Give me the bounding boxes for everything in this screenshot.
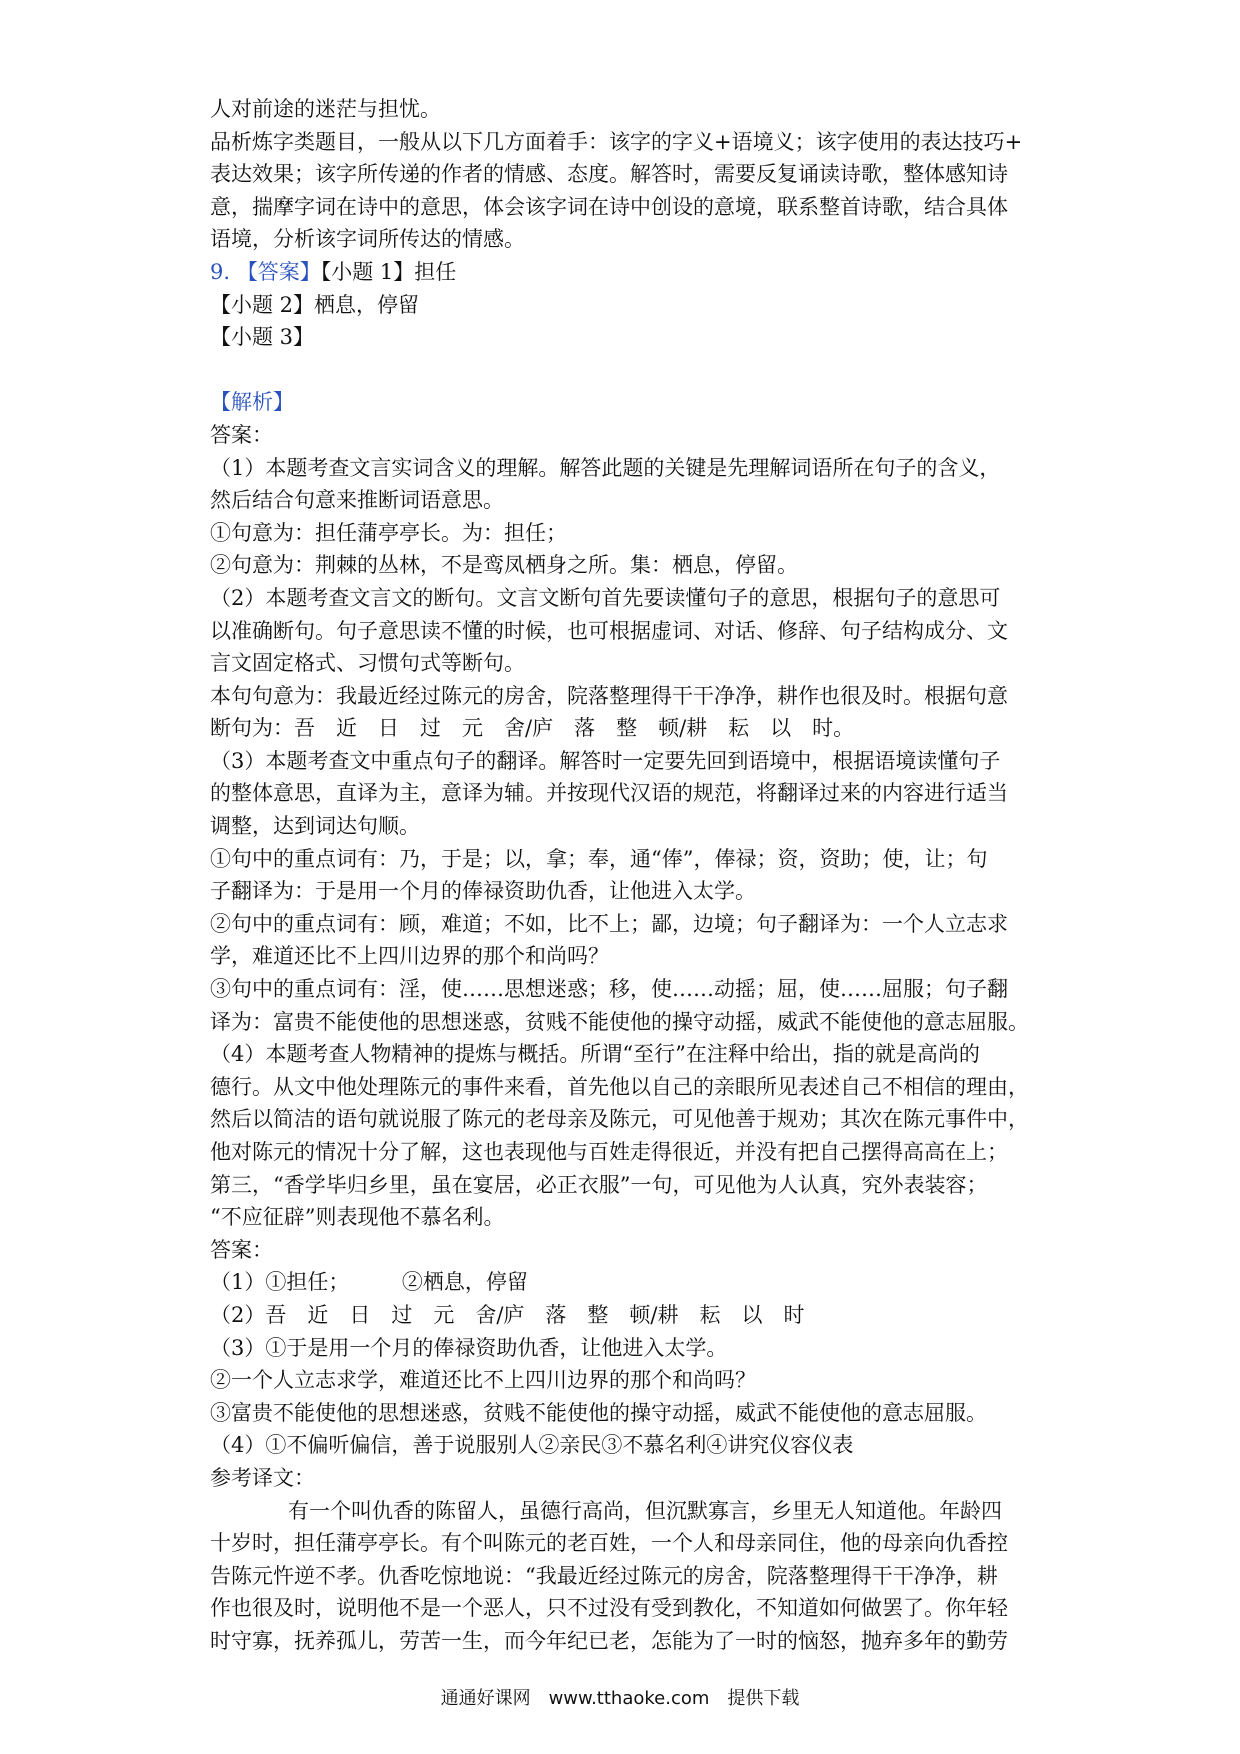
- text-line: 言文固定格式、习惯句式等断句。: [210, 651, 525, 676]
- text-line: （3）本题考查文中重点句子的翻译。解答时一定要先回到语境中，根据语境读懂句子: [210, 748, 1001, 773]
- text-line: ③富贵不能使他的思想迷惑，贫贱不能使他的操守动摇，威武不能使他的意志屈服。: [210, 1400, 987, 1425]
- text-line: 他对陈元的情况十分了解，这也表现他与百姓走得很近，并没有把自己摆得高高在上；: [210, 1140, 1008, 1164]
- translation-line: 作也很及时，说明他不是一个恶人，只不过没有受到教化，不知道如何做罢了。你年轻: [210, 1596, 1008, 1621]
- text-line: ②句意为：荆棘的丛林，不是鸾凤栖身之所。集：栖息，停留。: [210, 553, 798, 578]
- question-number: 9.: [210, 259, 237, 284]
- text-line: 译为：富贵不能使他的思想迷惑，贫贱不能使他的操守动摇，威武不能使他的意志屈服。: [210, 1009, 1029, 1034]
- text-line: 语境，分析该字词所传达的情感。: [210, 227, 525, 252]
- text-line: ①句中的重点词有：乃，于是；以，拿；奉，通“俸”，俸禄；资，资助；使，让；句: [210, 846, 988, 871]
- text-line: 子翻译为：于是用一个月的俸禄资助仇香，让他进入太学。: [210, 879, 756, 904]
- blank-line: [210, 354, 1040, 387]
- page-footer: 通通好课网 www.tthaoke.com 提供下载: [440, 1688, 800, 1709]
- text-line: （4）本题考查人物精神的提炼与概括。所谓“至行”在注释中给出，指的就是高尚的: [210, 1042, 980, 1067]
- text-line: 答案：: [210, 1237, 273, 1262]
- translation-line: 十岁时，担任蒲亭亭长。有个叫陈元的老百姓，一个人和母亲同住，他的母亲向仇香控: [210, 1531, 1008, 1556]
- text-line: （4）①不偏听偏信，善于说服别人②亲民③不慕名利④讲究仪容仪表: [210, 1433, 854, 1458]
- text-line: 的整体意思，直译为主，意译为辅。并按现代汉语的规范，将翻译过来的内容进行适当: [210, 781, 1008, 806]
- text-line: 参考译文：: [210, 1465, 315, 1490]
- text-line: （3）①于是用一个月的俸禄资助仇香，让他进入太学。: [210, 1335, 728, 1360]
- text-line: （2）本题考查文言文的断句。文言文断句首先要读懂句子的意思，根据句子的意思可: [210, 585, 1001, 610]
- text-line: ②一个人立志求学，难道还比不上四川边界的那个和尚吗？: [210, 1368, 756, 1393]
- text-line: 然后以简洁的语句就说服了陈元的老母亲及陈元，可见他善于规劝；其次在陈元事件中，: [210, 1107, 1029, 1132]
- text-line: 人对前途的迷茫与担忧。: [210, 97, 441, 121]
- text-line: ③句中的重点词有：淫，使……思想迷惑；移，使……动摇；屈，使……屈服；句子翻: [210, 977, 1008, 1002]
- text-line: 本句句意为：我最近经过陈元的房舍，院落整理得干干净净，耕作也很及时。根据句意: [210, 683, 1008, 708]
- text-line: “不应征辟”则表现他不慕名利。: [210, 1205, 505, 1230]
- text-line: ②句中的重点词有：顾，难道；不如，比不上；鄙，边境；句子翻译为：一个人立志求: [210, 911, 1008, 936]
- answer-part-1: 【小题 1】担任: [320, 259, 457, 284]
- text-line: 德行。从文中他处理陈元的事件来看，首先他以自己的亲眼所见表述自己不相信的理由，: [210, 1074, 1029, 1099]
- text-line: 答案：: [210, 422, 273, 447]
- text-line: 然后结合句意来推断词语意思。: [210, 488, 504, 513]
- text-line: ①句意为：担任蒲亭亭长。为：担任；: [210, 520, 567, 545]
- text-line: 断句为：吾 近 日 过 元 舍/庐 落 整 顿/耕 耘 以 时。: [210, 716, 855, 741]
- answer-part-2: 【小题 2】栖息，停留: [210, 292, 420, 317]
- text-line: 第三，“香学毕归乡里，虽在宴居，必正衣服”一句，可见他为人认真，究外表装容；: [210, 1172, 988, 1197]
- analysis-tag: 【解析】: [210, 390, 294, 415]
- text-line: （1）①担任； ②栖息，停留: [210, 1270, 528, 1295]
- answer-tag: 【答案】: [236, 259, 321, 284]
- text-line: 品析炼字类题目，一般从以下几方面着手：该字的字义+语境义；该字使用的表达技巧+: [210, 129, 1023, 154]
- text-line: 表达效果；该字所传递的作者的情感、态度。解答时，需要反复诵读诗歌，整体感知诗: [210, 162, 1008, 187]
- answer-header: [210, 256, 1040, 289]
- translation-line: 时守寡，抚养孤儿，劳苦一生，而今年纪已老，怎能为了一时的恼怒，抛弃多年的勤劳: [210, 1628, 1008, 1653]
- text-line: 以准确断句。句子意思读不懂的时候，也可根据虚词、对话、修辞、句子结构成分、文: [210, 618, 1008, 643]
- text-line: 调整，达到词达句顺。: [210, 814, 420, 839]
- text-line: 学，难道还比不上四川边界的那个和尚吗？: [210, 944, 609, 969]
- answer-part-3: 【小题 3】: [210, 325, 315, 350]
- document-body: [210, 93, 1040, 1658]
- text-line: （2）吾 近 日 过 元 舍/庐 落 整 顿/耕 耘 以 时: [210, 1302, 805, 1327]
- translation-line: 告陈元忤逆不孝。仇香吃惊地说：“我最近经过陈元的房舍，院落整理得干干净净，耕: [210, 1563, 998, 1588]
- text-line: （1）本题考查文言实词含义的理解。解答此题的关键是先理解词语所在句子的含义，: [210, 455, 1001, 480]
- translation-line: 有一个叫仇香的陈留人，虽德行高尚，但沉默寡言，乡里无人知道他。年龄四: [288, 1498, 1002, 1523]
- text-line: 意，揣摩字词在诗中的意思，体会该字词在诗中创设的意境，联系整首诗歌，结合具体: [210, 194, 1008, 219]
